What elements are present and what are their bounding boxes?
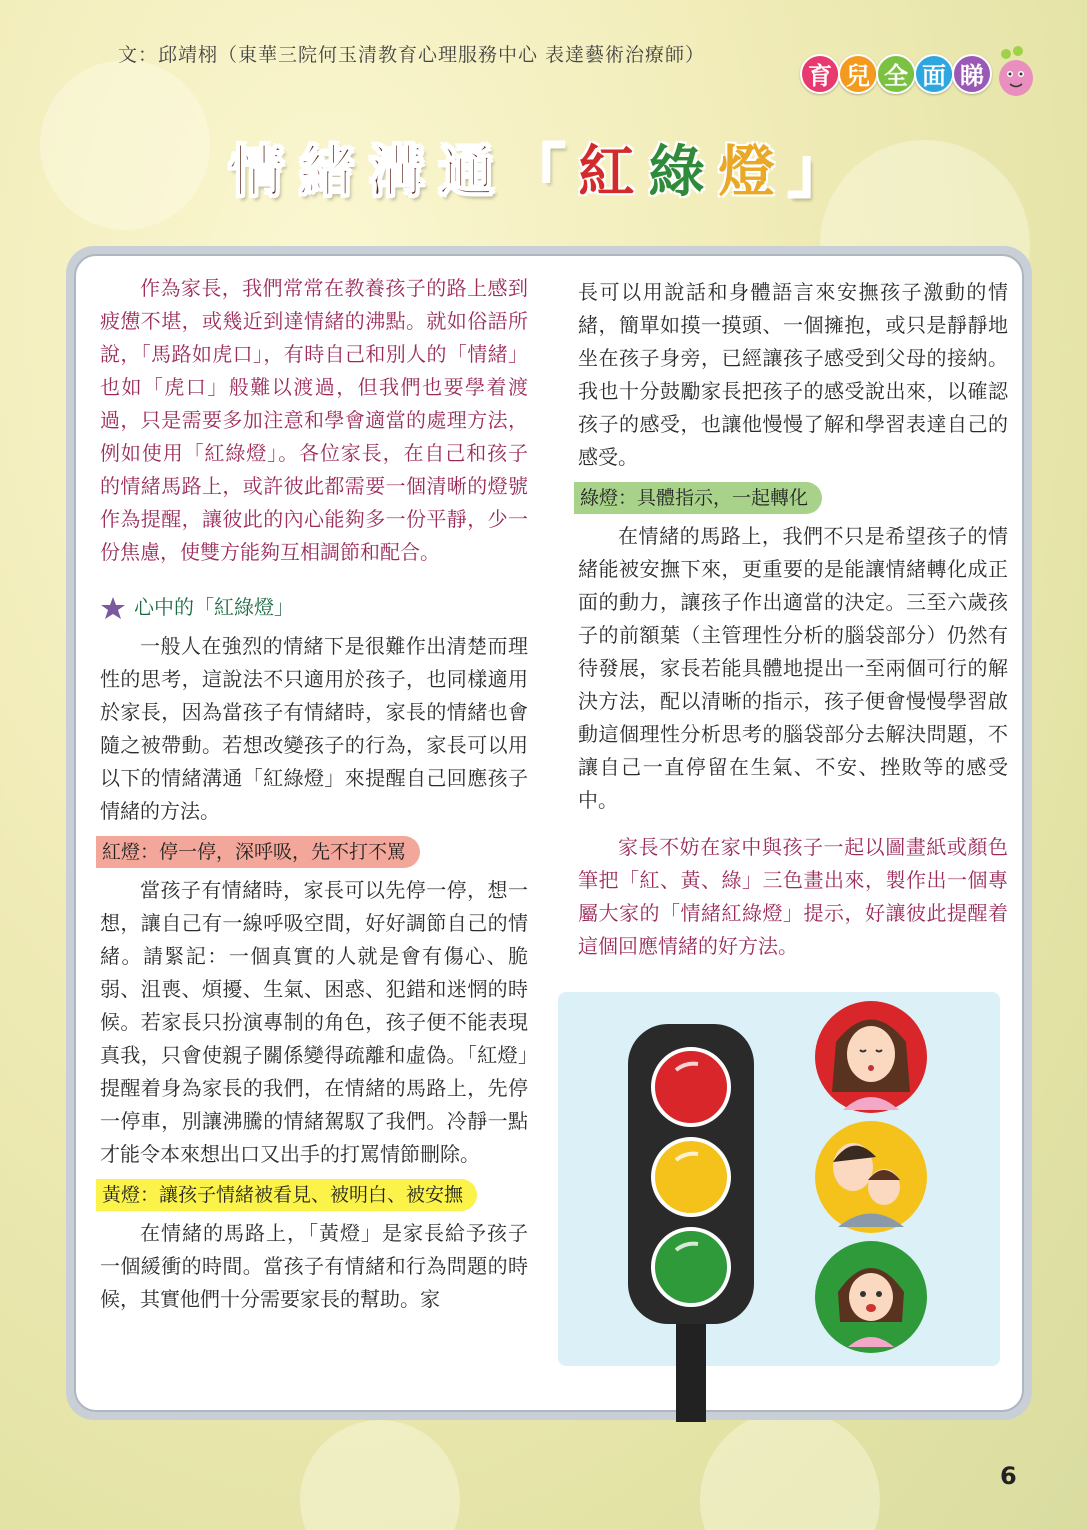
section-badge bbox=[800, 46, 1030, 98]
left-column bbox=[100, 272, 528, 1316]
author-line: 文：邱靖栩（東華三院何玉清教育心理服務中心 表達藝術治療師） bbox=[118, 44, 706, 66]
yellow-light-paragraph-start: 在情緒的馬路上，「黃燈」是家長給予孩子一個緩衝的時間。當孩子有情緒和行為問題的時候，其實他們十分需要家長的幫助。家 bbox=[100, 1221, 528, 1311]
heart-section-paragraph: 一般人在強烈的情緒下是很難作出清楚而理性的思考，這說法不只適用於孩子，也同樣適用於家長，因為當孩子有情緒時，家長的情緒也會隨之被帶動。若想改變孩子的行為，家長可以用以下的情緒溝通「紅綠燈」來提醒自己回應孩子情緒的方法。 bbox=[100, 634, 528, 823]
badge-char: 全 bbox=[876, 54, 916, 94]
star-icon bbox=[100, 596, 126, 620]
bokeh-decoration bbox=[300, 1420, 460, 1530]
traffic-light-illustration bbox=[558, 992, 1000, 1366]
traffic-light-icon bbox=[558, 992, 1000, 1422]
heart-section-title: 心中的「紅綠燈」 bbox=[134, 595, 294, 619]
badge-char: 育 bbox=[800, 54, 840, 94]
happy-girl-icon bbox=[815, 1241, 927, 1353]
mascot-icon bbox=[996, 46, 1036, 98]
title-red-char: 紅 bbox=[578, 139, 649, 205]
green-light-paragraph: 在情緒的馬路上，我們不只是希望孩子的情緒能被安撫下來，更重要的是能讓情緒轉化成正面的動力，讓孩子作出適當的決定。三至六歲孩子的前額葉（主管理性分析的腦袋部分）仍然有待發展，家長若能具體地提出一至兩個可行的解決方法，配以清晰的指示，孩子便會慢慢學習啟動這個理性分析思考的腦袋部分去解決問題，不讓自己一直停留在生氣、不安、挫敗等的感受中。 bbox=[578, 524, 1008, 812]
red-light-paragraph: 當孩子有情緒時，家長可以先停一停，想一想，讓自己有一線呼吸空間，好好調節自己的情緒。請緊記：一個真實的人就是會有傷心、脆弱、沮喪、煩擾、生氣、困惑、犯錯和迷惘的時候。若家長只扮演專制的角色，孩子便不能表現真我，只會使親子關係變得疏離和虛偽。「紅燈」提醒着身為家長的我們，在情緒的馬路上，先停一停車，別讓沸騰的情緒駕馭了我們。冷靜一點才能令本來想出口又出手的打罵情節刪除。 bbox=[100, 878, 528, 1166]
badge-char: 面 bbox=[914, 54, 954, 94]
badge-char: 兒 bbox=[838, 54, 878, 94]
title-green-char: 綠 bbox=[648, 139, 719, 205]
yellow-light-paragraph-end: 長可以用說話和身體語言來安撫孩子激動的情緒，簡單如摸一摸頭、一個擁抱，或只是靜靜地坐在孩子身旁，已經讓孩子感受到父母的接納。我也十分鼓勵家長把孩子的感受說出來，以確認孩子的感受，也讓他慢慢了解和學習表達自己的感受。 bbox=[578, 280, 1008, 469]
title-light-char: 燈 bbox=[718, 139, 789, 205]
red-light-tag: 紅燈：停一停，深呼吸，先不打不罵 bbox=[96, 836, 420, 868]
heart-section-heading bbox=[100, 591, 528, 624]
title-part: 情緒溝通「 bbox=[228, 139, 579, 205]
title-part: 」 bbox=[788, 139, 859, 205]
intro-paragraph: 作為家長，我們常常在教養孩子的路上感到疲憊不堪，或幾近到達情緒的沸點。就如俗語所說，「馬路如虎口」，有時自己和別人的「情緒」也如「虎口」般難以渡過，但我們也要學着渡過，只是需要多加注意和學會適當的處理方法，例如使用「紅綠燈」。各位家長，在自己和孩子的情緒馬路上，或許彼此都需要一個清晰的燈號作為提醒，讓彼此的內心能夠多一份平靜，少一份焦慮，使雙方能夠互相調節和配合。 bbox=[100, 276, 528, 564]
bokeh-decoration bbox=[700, 1410, 880, 1530]
green-light-tag: 綠燈：具體指示，一起轉化 bbox=[574, 482, 822, 514]
calm-mother-icon bbox=[815, 1001, 927, 1113]
page-number: 6 bbox=[1000, 1462, 1017, 1490]
yellow-light-tag: 黃燈：讓孩子情緒被看見、被明白、被安撫 bbox=[96, 1179, 477, 1211]
father-hugging-child-icon bbox=[815, 1121, 927, 1233]
right-column bbox=[578, 276, 1008, 963]
closing-paragraph: 家長不妨在家中與孩子一起以圖畫紙或顏色筆把「紅、黃、綠」三色畫出來，製作出一個專屬大家的「情緒紅綠燈」提示，好讓彼此提醒着這個回應情緒的好方法。 bbox=[578, 835, 1008, 958]
badge-char: 睇 bbox=[952, 54, 992, 94]
page-title bbox=[0, 128, 1087, 208]
